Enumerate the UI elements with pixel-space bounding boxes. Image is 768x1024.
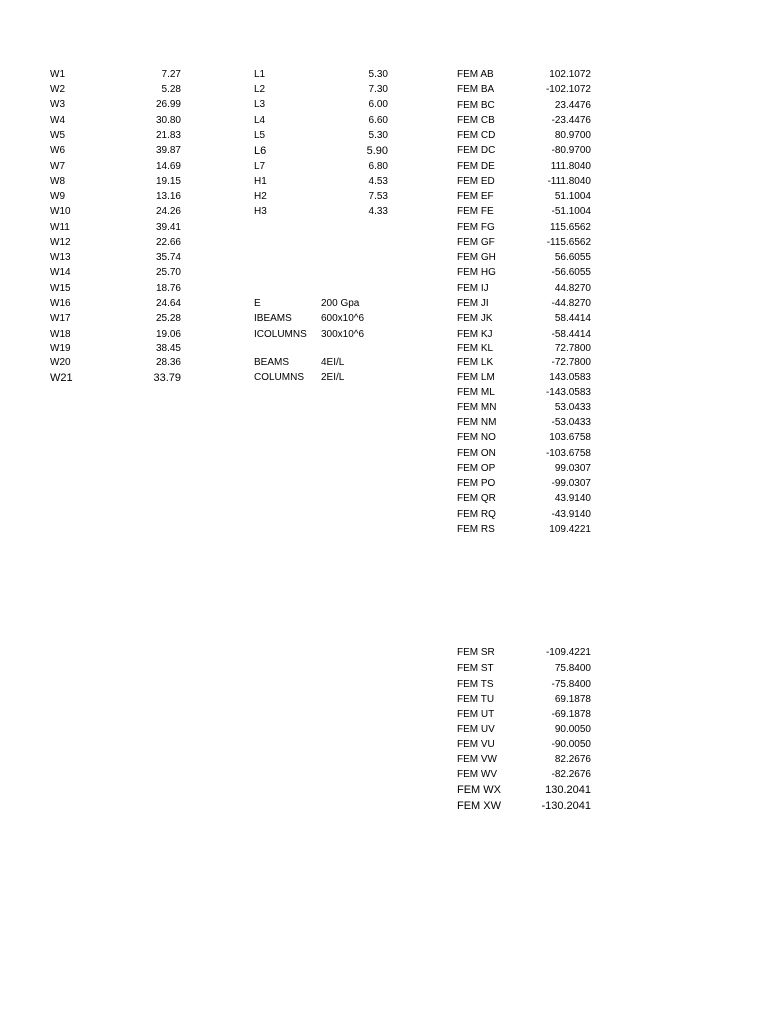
cell-value: 5.90 [366, 145, 388, 157]
cell-label: FEM FE [457, 206, 494, 217]
cell-label: E [254, 298, 261, 309]
cell-value: 23.4476 [554, 100, 591, 111]
cell-value: 4.33 [368, 206, 388, 217]
cell-label: L3 [254, 99, 266, 110]
cell-value: 72.7800 [554, 343, 591, 354]
cell-label: FEM OP [457, 463, 496, 474]
cell-label: FEM TS [457, 679, 494, 690]
cell-label: FEM PO [457, 478, 496, 489]
cell-value: 24.26 [155, 206, 181, 217]
cell-label: W20 [50, 357, 71, 368]
cell-label: FEM UT [457, 709, 495, 720]
cell-label: FEM QR [457, 493, 496, 504]
cell-label: FEM LM [457, 372, 495, 383]
cell-value: 102.1072 [549, 69, 591, 80]
cell-label: L2 [254, 84, 266, 95]
cell-value: 600x10^6 [321, 313, 365, 324]
cell-label: FEM NM [457, 417, 497, 428]
cell-value: -58.4414 [551, 329, 591, 340]
cell-value: -72.7800 [551, 357, 591, 368]
cell-value: 19.06 [155, 329, 181, 340]
cell-label: W14 [50, 267, 71, 278]
cell-label: FEM LK [457, 357, 494, 368]
cell-value: 300x10^6 [321, 329, 365, 340]
cell-label: FEM JI [457, 298, 489, 309]
cell-value: 26.99 [155, 99, 181, 110]
cell-value: 13.16 [155, 191, 181, 202]
cell-label: W19 [50, 343, 71, 354]
cell-value: 90.0050 [554, 724, 591, 735]
cell-value: 43.9140 [554, 493, 591, 504]
cell-label: W16 [50, 298, 71, 309]
cell-value: 5.30 [368, 130, 388, 141]
cell-label: ICOLUMNS [254, 329, 307, 340]
cell-value: 18.76 [155, 283, 181, 294]
cell-label: FEM RS [457, 524, 495, 535]
cell-label: FEM CD [457, 130, 496, 141]
cell-label: FEM WX [457, 784, 501, 796]
cell-label: FEM CB [457, 115, 495, 126]
cell-value: 5.28 [161, 84, 181, 95]
cell-value: 143.0583 [549, 372, 591, 383]
cell-value: 5.30 [368, 69, 388, 80]
cell-value: 30.80 [155, 115, 181, 126]
cell-value: -23.4476 [551, 115, 591, 126]
cell-label: FEM WV [457, 769, 497, 780]
cell-value: 2EI/L [321, 372, 345, 383]
cell-label: FEM AB [457, 69, 494, 80]
cell-value: -115.6562 [546, 237, 591, 248]
cell-label: FEM MN [457, 402, 497, 413]
cell-label: FEM JK [457, 313, 493, 324]
cell-label: FEM VW [457, 754, 497, 765]
cell-value: -75.8400 [551, 679, 591, 690]
cell-value: 103.6758 [549, 432, 591, 443]
cell-value: 111.8040 [550, 161, 591, 172]
cell-value: 56.6055 [554, 252, 591, 263]
cell-value: 109.4221 [549, 524, 591, 535]
cell-label: W18 [50, 329, 71, 340]
cell-label: FEM IJ [457, 283, 489, 294]
cell-label: FEM ST [457, 663, 494, 674]
cell-label: W12 [50, 237, 71, 248]
cell-label: L7 [254, 161, 266, 172]
cell-value: 6.80 [368, 161, 388, 172]
cell-label: W21 [50, 372, 73, 384]
cell-value: -56.6055 [551, 267, 591, 278]
cell-value: 58.4414 [554, 313, 591, 324]
cell-value: 25.28 [155, 313, 181, 324]
cell-label: W4 [50, 115, 65, 126]
cell-value: 21.83 [155, 130, 181, 141]
cell-value: -143.0583 [545, 387, 591, 398]
cell-value: -82.2676 [551, 769, 591, 780]
cell-value: 7.30 [368, 84, 388, 95]
cell-label: H1 [254, 176, 267, 187]
cell-value: 7.27 [161, 69, 181, 80]
cell-label: FEM VU [457, 739, 495, 750]
cell-value: -130.2041 [541, 800, 591, 812]
cell-label: W5 [50, 130, 65, 141]
cell-label: FEM KJ [457, 329, 493, 340]
cell-value: -90.0050 [551, 739, 591, 750]
cell-value: 24.64 [155, 298, 181, 309]
cell-label: FEM TU [457, 694, 495, 705]
cell-value: 38.45 [155, 343, 181, 354]
cell-label: W2 [50, 84, 65, 95]
cell-label: FEM ED [457, 176, 495, 187]
cell-label: H2 [254, 191, 267, 202]
cell-value: 130.2041 [545, 784, 591, 796]
cell-value: 25.70 [155, 267, 181, 278]
cell-value: -44.8270 [551, 298, 591, 309]
cell-label: W15 [50, 283, 71, 294]
cell-label: W10 [50, 206, 71, 217]
cell-value: 19.15 [155, 176, 181, 187]
cell-label: FEM GF [457, 237, 495, 248]
cell-value: -51.1004 [551, 206, 591, 217]
cell-label: W7 [50, 161, 65, 172]
cell-label: FEM XW [457, 800, 501, 812]
cell-value: 44.8270 [554, 283, 591, 294]
cell-label: W11 [50, 222, 70, 233]
cell-label: FEM GH [457, 252, 496, 263]
cell-value: 75.8400 [554, 663, 591, 674]
cell-label: FEM EF [457, 191, 494, 202]
cell-label: W9 [50, 191, 65, 202]
cell-value: 39.41 [155, 222, 181, 233]
cell-value: 115.6562 [550, 222, 591, 233]
cell-value: -99.0307 [551, 478, 591, 489]
cell-label: L5 [254, 130, 266, 141]
cell-label: W8 [50, 176, 65, 187]
cell-label: COLUMNS [254, 372, 305, 383]
cell-value: 51.1004 [554, 191, 591, 202]
cell-label: W17 [50, 313, 71, 324]
cell-value: -109.4221 [545, 647, 591, 658]
cell-value: 4EI/L [321, 357, 345, 368]
cell-value: 6.00 [368, 99, 388, 110]
cell-value: -111.8040 [547, 176, 591, 187]
cell-value: 7.53 [368, 191, 388, 202]
cell-label: L1 [254, 69, 266, 80]
cell-label: FEM RQ [457, 509, 496, 520]
cell-label: W1 [50, 69, 65, 80]
cell-label: FEM BA [457, 84, 495, 95]
cell-label: FEM DE [457, 161, 495, 172]
cell-value: 28.36 [155, 357, 181, 368]
cell-value: -43.9140 [551, 509, 591, 520]
cell-value: -80.9700 [551, 145, 591, 156]
cell-label: FEM BC [457, 100, 495, 111]
cell-label: IBEAMS [254, 313, 292, 324]
cell-label: FEM FG [457, 222, 495, 233]
cell-value: 200 Gpa [321, 298, 360, 309]
cell-label: BEAMS [254, 357, 290, 368]
cell-label: FEM ML [457, 387, 495, 398]
cell-value: 22.66 [155, 237, 181, 248]
cell-value: 35.74 [155, 252, 181, 263]
cell-value: 53.0433 [554, 402, 591, 413]
cell-label: FEM ON [457, 448, 496, 459]
cell-value: -102.1072 [545, 84, 591, 95]
cell-value: -53.0433 [551, 417, 591, 428]
cell-value: 80.9700 [554, 130, 591, 141]
cell-value: 14.69 [155, 161, 181, 172]
cell-value: 33.79 [153, 372, 181, 384]
cell-label: W6 [50, 145, 65, 156]
cell-value: 69.1878 [554, 694, 591, 705]
cell-label: H3 [254, 206, 267, 217]
cell-label: FEM NO [457, 432, 496, 443]
cell-value: 39.87 [155, 145, 181, 156]
cell-label: L6 [254, 145, 267, 157]
cell-label: FEM HG [457, 267, 496, 278]
cell-label: W13 [50, 252, 71, 263]
cell-label: FEM SR [457, 647, 495, 658]
cell-label: FEM KL [457, 343, 494, 354]
cell-value: 6.60 [368, 115, 388, 126]
cell-value: 82.2676 [554, 754, 591, 765]
cell-value: 4.53 [368, 176, 388, 187]
cell-value: -69.1878 [551, 709, 591, 720]
cell-value: -103.6758 [545, 448, 591, 459]
cell-label: L4 [254, 115, 266, 126]
cell-value: 99.0307 [554, 463, 591, 474]
cell-label: W3 [50, 99, 65, 110]
cell-label: FEM DC [457, 145, 496, 156]
cell-label: FEM UV [457, 724, 495, 735]
